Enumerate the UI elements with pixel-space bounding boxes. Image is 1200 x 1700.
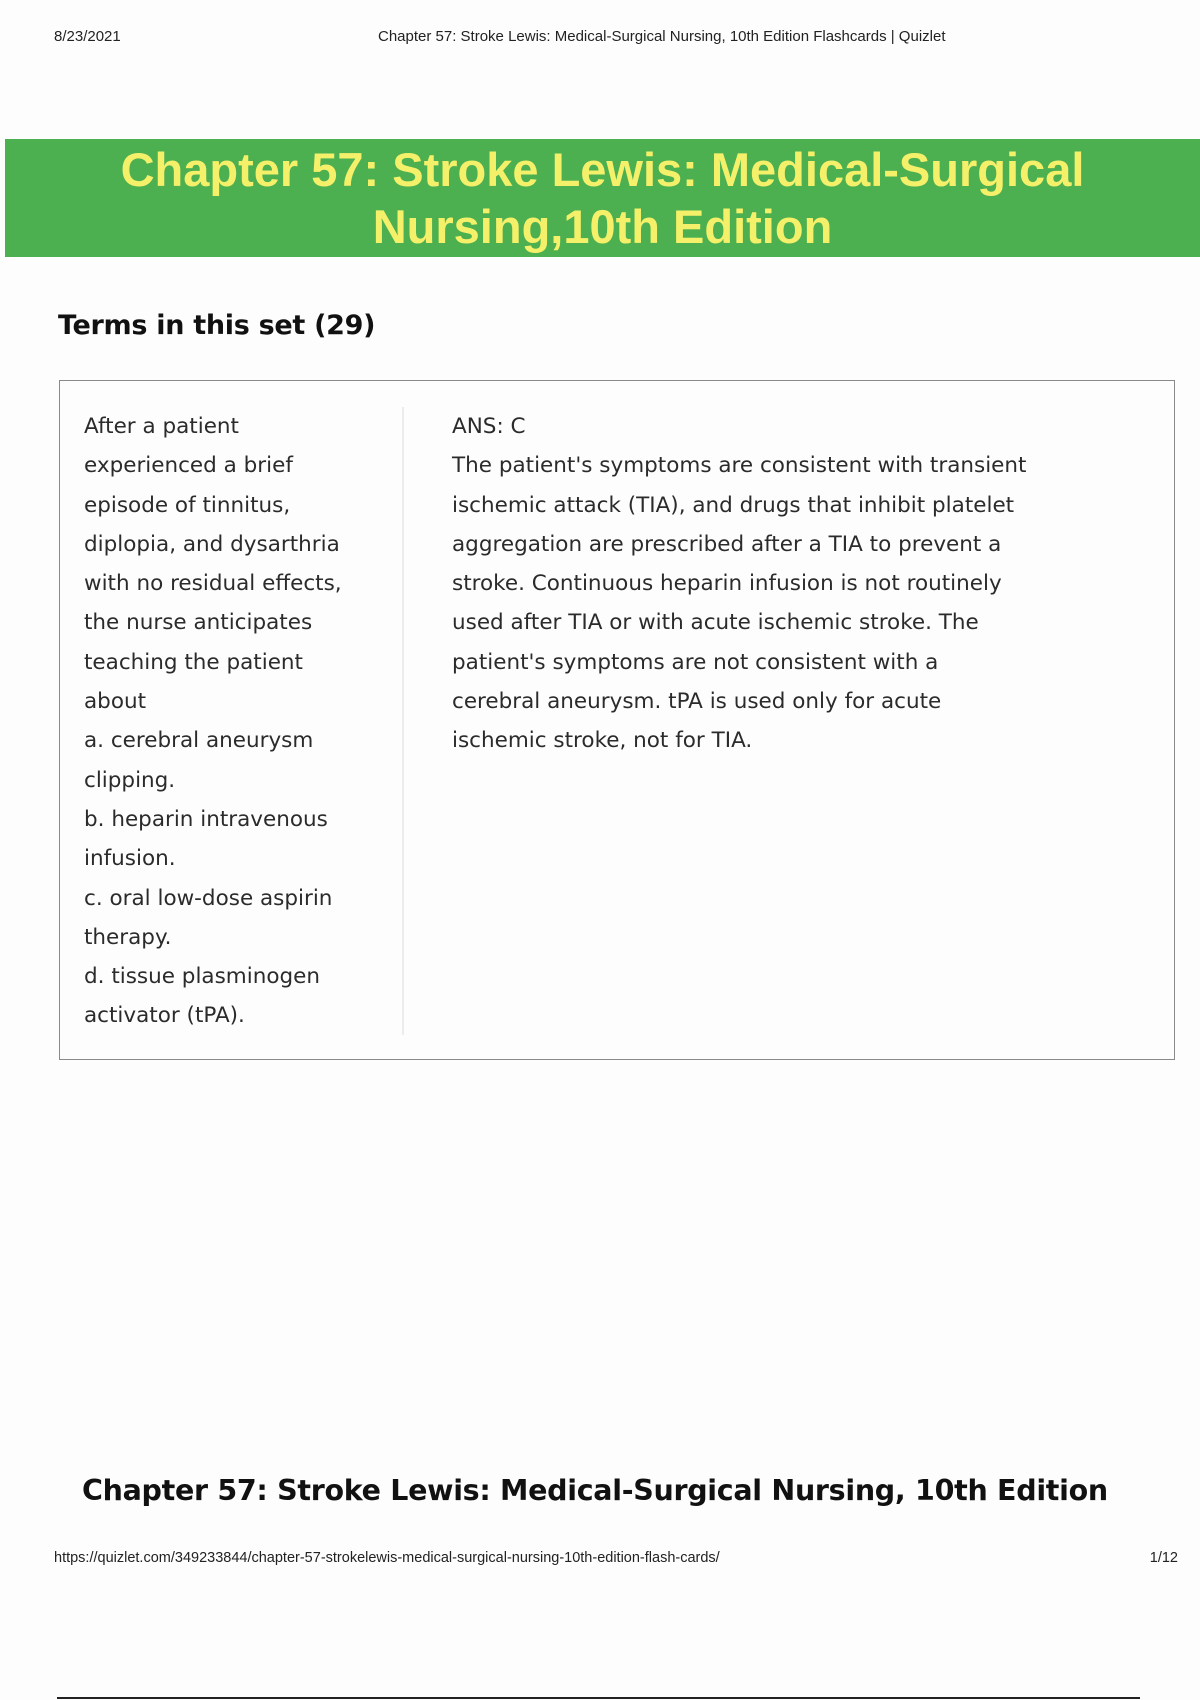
set-title: Chapter 57: Stroke Lewis: Medical-Surgical Nursing,10th Edition [120,143,1085,253]
flashcard [59,380,1175,1060]
page-number: 1/12 [1149,1550,1178,1566]
print-page-title: Chapter 57: Stroke Lewis: Medical-Surgical Nursing, 10th Edition Flashcards | Quizlet [378,28,946,45]
print-header [54,28,1146,50]
footer-set-title: Chapter 57: Stroke Lewis: Medical-Surgical Nursing, 10th Edition [82,1474,1108,1507]
print-footer [54,1550,1178,1572]
terms-count-heading: Terms in this set (29) [58,310,376,341]
bottom-divider [57,1697,1140,1699]
page-url: https://quizlet.com/349233844/chapter-57-strokelewis-medical-surgical-nursing-10th-edition-flash-cards/ [54,1550,720,1566]
card-divider [402,407,404,1035]
flashcard-definition: ANS: C The patient's symptoms are consistent with transient ischemic attack (TIA), and drugs that inhibit platelet aggregation are prescribed after a TIA to prevent a stroke. Continuous heparin infusion is not routinely used after TIA or with acute ischemic stroke. The patient's symptoms are not consistent with a cerebral aneurysm. tPA is used only for acute ischemic stroke, not for TIA. [452,414,1027,754]
title-banner [5,139,1200,257]
flashcard-term: After a patient experienced a brief episode of tinnitus, diplopia, and dysarthria with no residual effects, the nurse anticipates teaching the patient about a. cerebral aneurysm clipping. b. heparin intravenous infusion. c. oral low-dose aspirin therapy. d. tissue plasminogen activator (tPA). [84,414,342,1029]
print-date: 8/23/2021 [54,28,121,45]
